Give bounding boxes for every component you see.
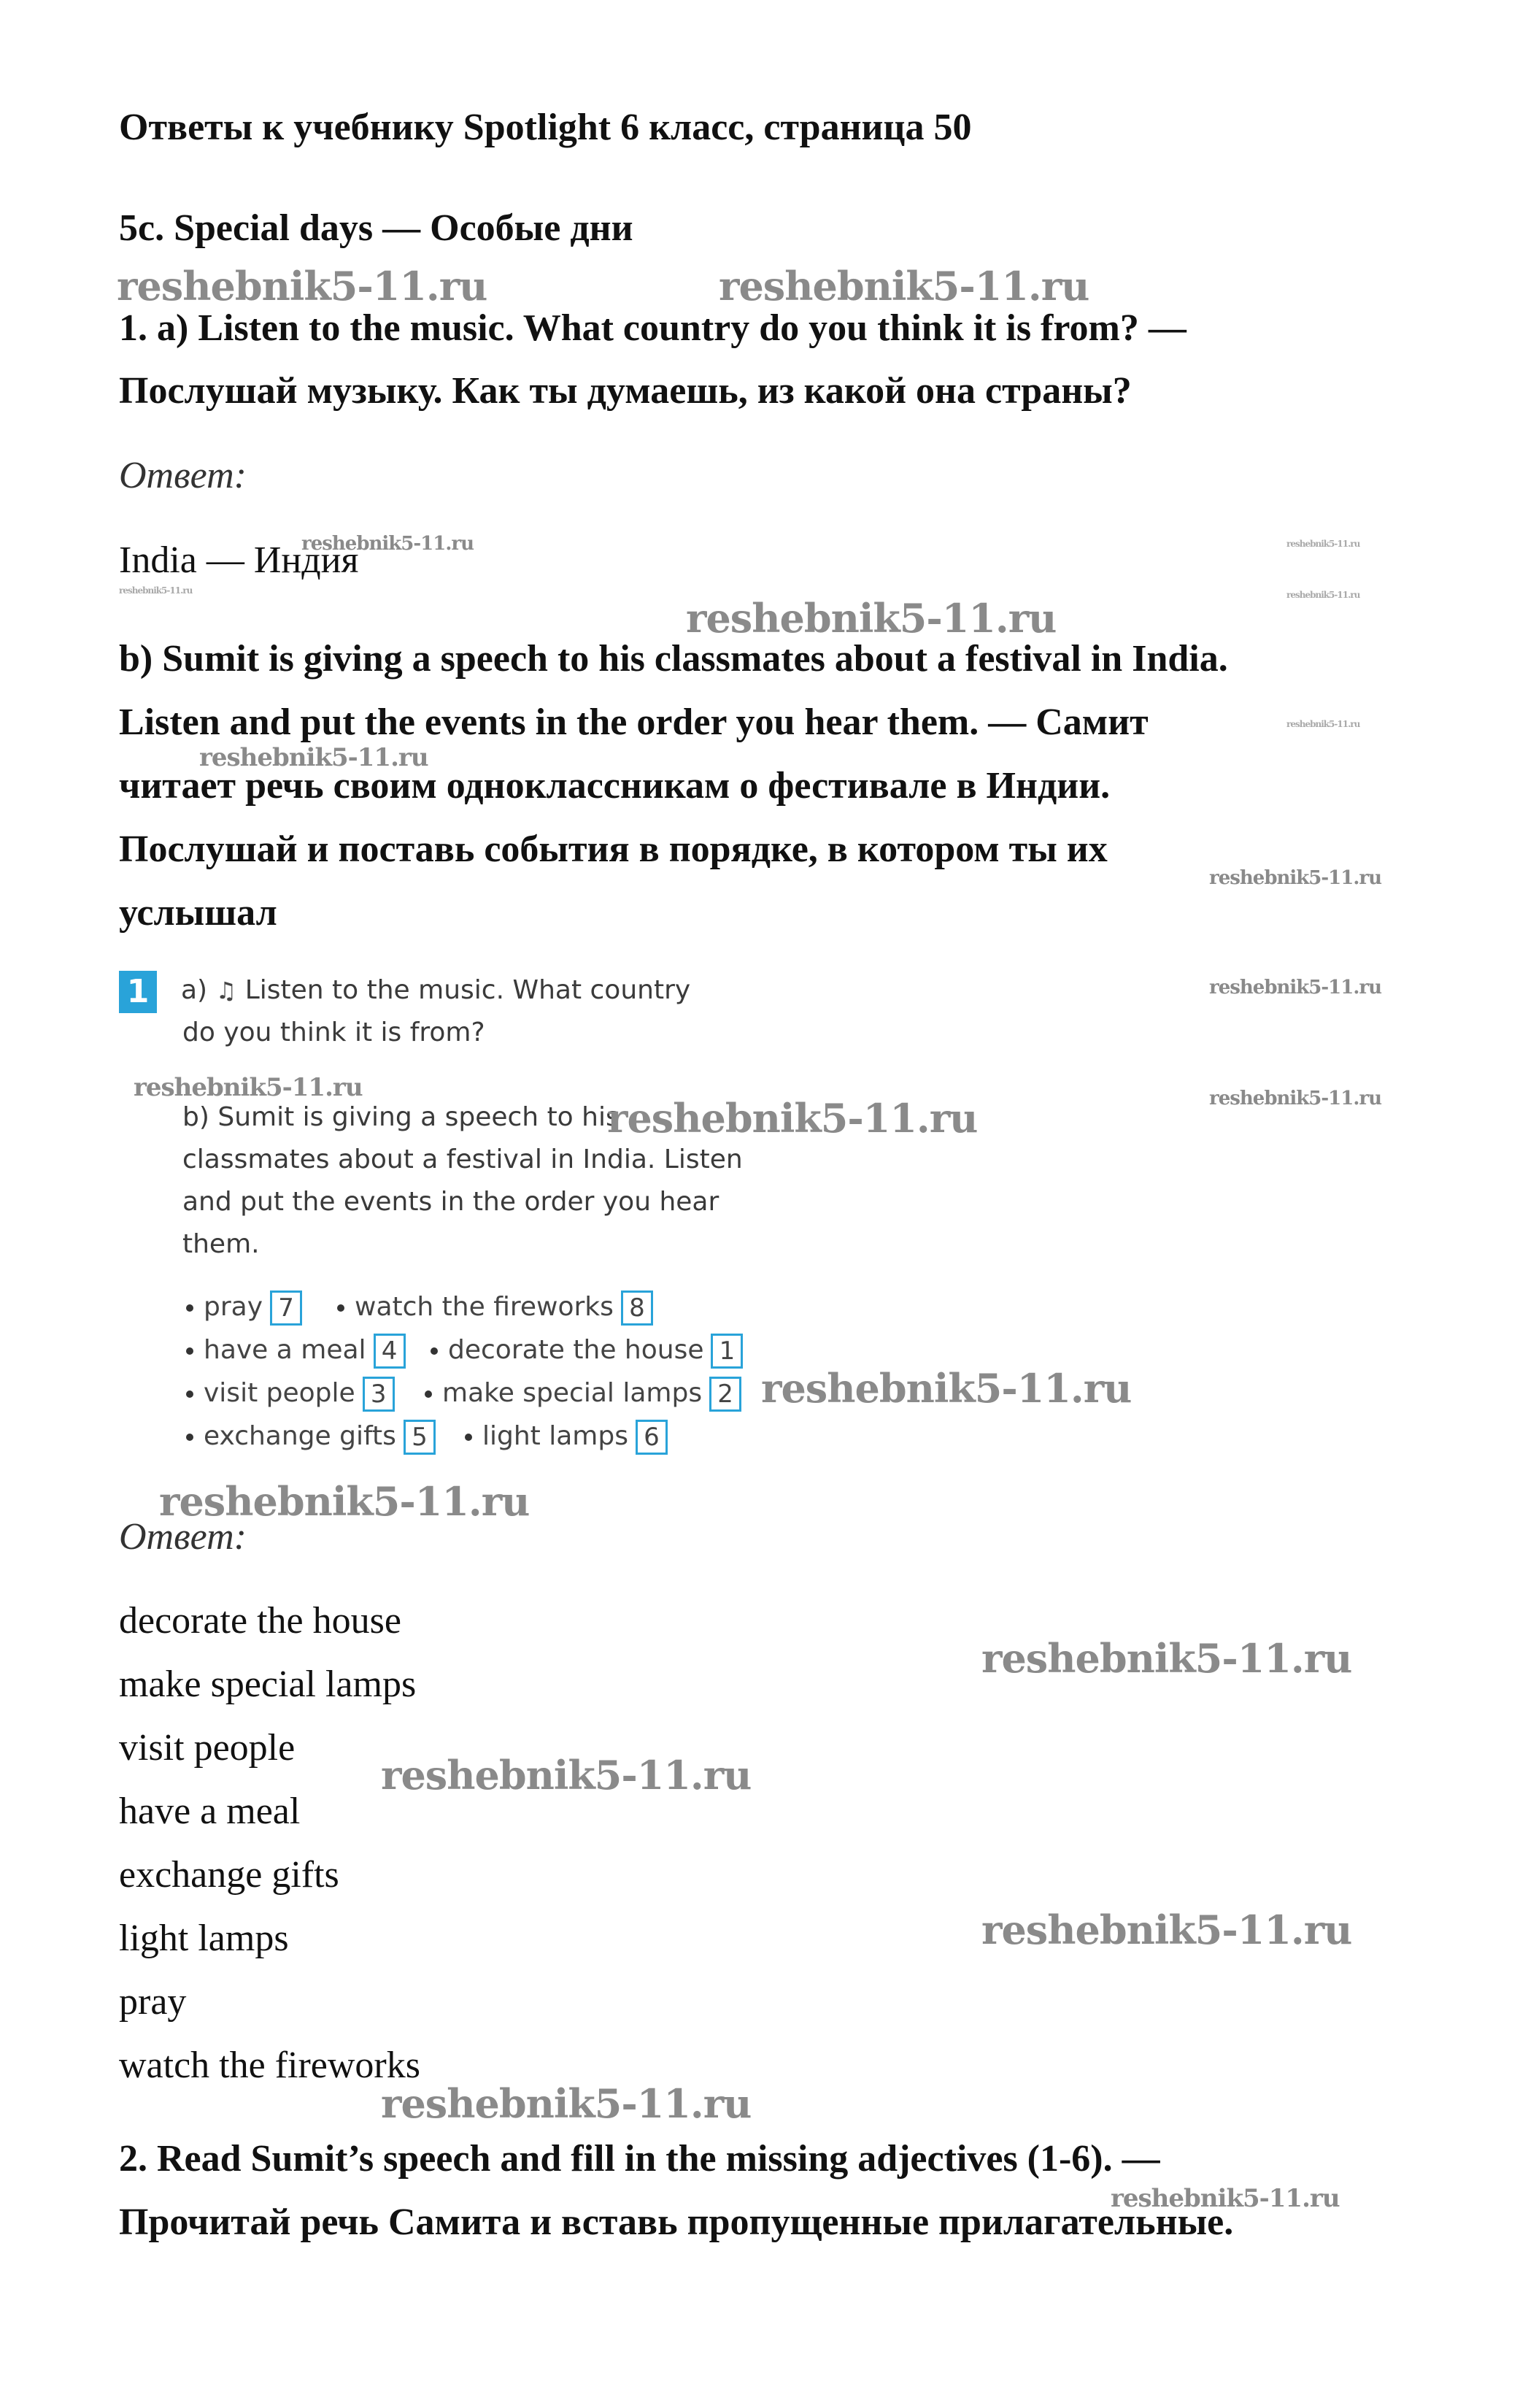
event-number-box: 1 [711, 1334, 743, 1369]
bullet-icon [186, 1347, 193, 1355]
watermark: reshebnik5-11.ru [119, 585, 193, 596]
answer-list-item: watch the fireworks [119, 2045, 420, 2086]
watermark: reshebnik5-11.ru [981, 1635, 1352, 1682]
watermark: reshebnik5-11.ru [607, 1095, 978, 1142]
section-title: 5c. Special days — Особые дни [119, 207, 633, 249]
task1b-line4: Послушай и поставь события в порядке, в котором ты их [119, 828, 1108, 870]
answer-list-item: exchange gifts [119, 1854, 339, 1896]
task1b-line1: b) Sumit is giving a speech to his classmates about a festival in India. [119, 638, 1228, 680]
answer-list-item: pray [119, 1981, 187, 2023]
answer-list-item: decorate the house [119, 1600, 401, 1642]
event-item [186, 1420, 436, 1455]
watermark: reshebnik5-11.ru [1209, 867, 1382, 889]
bullet-icon [186, 1390, 193, 1398]
bullet-icon [186, 1304, 193, 1312]
excerpt-b-line2: classmates about a festival in India. Listen [182, 1145, 743, 1174]
event-label: light lamps [482, 1421, 628, 1451]
watermark: reshebnik5-11.ru [381, 2080, 752, 2127]
task1a-line2: Послушай музыку. Как ты думаешь, из какой она страны? [119, 370, 1132, 412]
watermark: reshebnik5-11.ru [117, 263, 487, 309]
exercise-number-badge: 1 [119, 971, 157, 1013]
event-label: visit people [204, 1378, 355, 1408]
task1b-line5: услышал [119, 892, 277, 934]
event-item [337, 1290, 653, 1326]
event-number-box: 8 [621, 1290, 653, 1326]
excerpt-a-line1 [181, 975, 690, 1005]
event-item [186, 1377, 395, 1412]
headphones-icon: ♫ [215, 977, 237, 1004]
watermark: reshebnik5-11.ru [761, 1365, 1132, 1412]
task2-line2: Прочитай речь Самита и вставь пропущенные прилагательные. [119, 2201, 1234, 2243]
answer-label: Ответ: [119, 455, 247, 496]
event-label: exchange gifts [204, 1421, 396, 1451]
watermark: reshebnik5-11.ru [1209, 977, 1382, 999]
event-number-box: 4 [374, 1334, 406, 1369]
event-number-box: 3 [363, 1377, 395, 1412]
watermark: reshebnik5-11.ru [1286, 539, 1360, 549]
watermark: reshebnik5-11.ru [1111, 2184, 1340, 2213]
watermark: reshebnik5-11.ru [686, 595, 1057, 642]
task1b-line3: читает речь своим одноклассникам о фестивале в Индии. [119, 765, 1111, 807]
event-label: decorate the house [448, 1335, 704, 1365]
event-number-box: 2 [709, 1377, 741, 1412]
event-item [425, 1377, 741, 1412]
event-item [431, 1334, 743, 1369]
watermark: reshebnik5-11.ru [134, 1073, 363, 1102]
answer-list-item: make special lamps [119, 1663, 417, 1705]
excerpt-b-line3: and put the events in the order you hear [182, 1187, 719, 1217]
event-label: pray [204, 1292, 263, 1322]
answer-list-item: have a meal [119, 1790, 301, 1832]
watermark: reshebnik5-11.ru [301, 533, 474, 555]
answer-list-item: light lamps [119, 1917, 289, 1959]
task2-line1: 2. Read Sumit’s speech and fill in the missing adjectives (1-6). — [119, 2138, 1160, 2180]
excerpt-a-text: Listen to the music. What country [244, 975, 691, 1005]
answer-list-item: visit people [119, 1727, 296, 1769]
watermark: reshebnik5-11.ru [981, 1907, 1352, 1953]
event-item [186, 1290, 302, 1326]
event-number-box: 7 [270, 1290, 302, 1326]
bullet-icon [186, 1434, 193, 1441]
task1b-line2: Listen and put the events in the order you hear them. — Самит [119, 701, 1149, 743]
watermark: reshebnik5-11.ru [1209, 1088, 1382, 1109]
bullet-icon [465, 1434, 472, 1441]
watermark: reshebnik5-11.ru [719, 263, 1089, 309]
event-label: make special lamps [442, 1378, 703, 1408]
watermark: reshebnik5-11.ru [1286, 719, 1360, 729]
event-item [186, 1334, 406, 1369]
excerpt-a-label: a) [181, 975, 208, 1005]
answer-label: Ответ: [119, 1516, 247, 1558]
excerpt-b-line4: them. [182, 1229, 260, 1259]
task1a-line1: 1. a) Listen to the music. What country do you think it is from? — [119, 307, 1186, 349]
page-title: Ответы к учебнику Spotlight 6 класс, страница 50 [119, 107, 972, 148]
bullet-icon [425, 1390, 432, 1398]
event-item [465, 1420, 668, 1455]
event-label: watch the fireworks [355, 1292, 614, 1322]
watermark: reshebnik5-11.ru [1286, 590, 1360, 600]
event-number-box: 5 [404, 1420, 436, 1455]
watermark: reshebnik5-11.ru [159, 1478, 530, 1525]
watermark: reshebnik5-11.ru [199, 743, 428, 772]
excerpt-a-line2: do you think it is from? [182, 1018, 485, 1047]
event-number-box: 6 [636, 1420, 668, 1455]
bullet-icon [337, 1304, 344, 1312]
watermark: reshebnik5-11.ru [381, 1752, 752, 1799]
excerpt-b-line1: b) Sumit is giving a speech to his [182, 1102, 620, 1132]
bullet-icon [431, 1347, 438, 1355]
event-label: have a meal [204, 1335, 366, 1365]
answer-1a: India — Индия [119, 539, 359, 581]
